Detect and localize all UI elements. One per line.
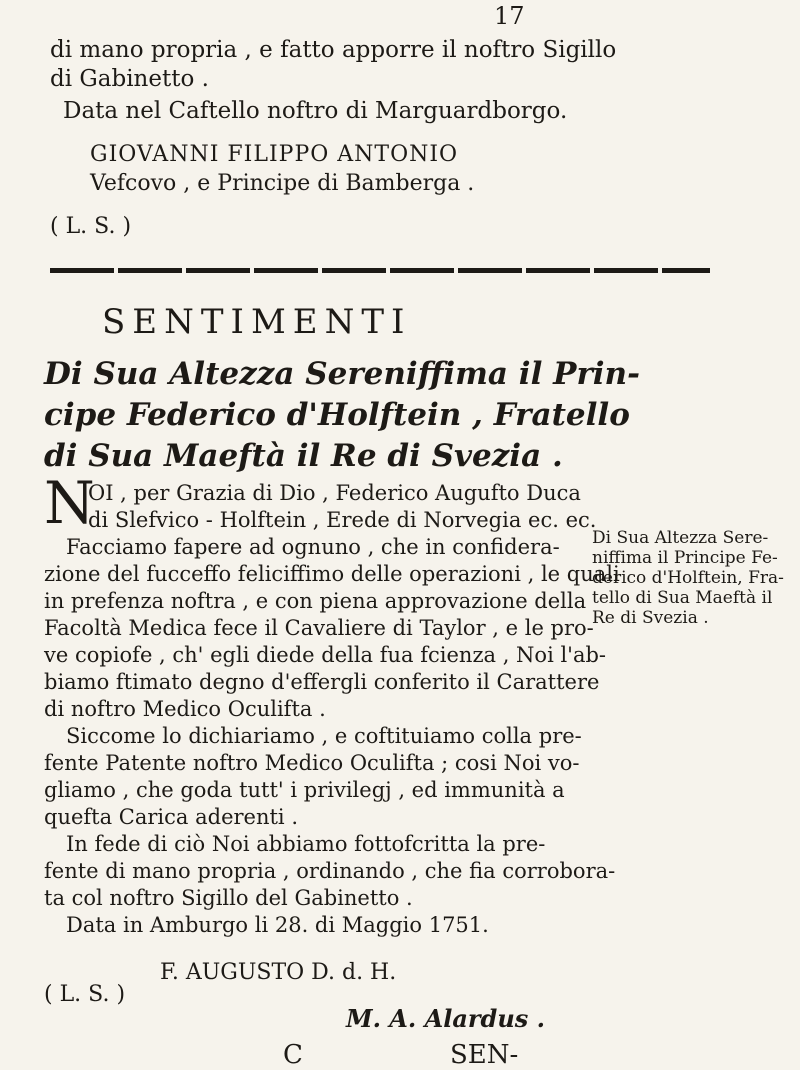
signature-alardus: M. A. Alardus . xyxy=(346,1004,545,1033)
margin-note-line: tello di Sua Maeftà il xyxy=(592,588,773,608)
drop-cap: N xyxy=(44,469,95,537)
margin-note-line: niffima il Principe Fe- xyxy=(592,548,778,568)
paragraph-line: ta col noftro Sigillo del Gabinetto . xyxy=(44,886,413,910)
continuation-line-3: Data nel Caftello noftro di Marguardborgo. xyxy=(63,98,568,124)
subtitle-line-2: cipe Federico d'Holftein , Fratello xyxy=(44,397,630,433)
paragraph-line: di Slefvico - Holftein , Erede di Norvegia ec. ec. xyxy=(88,508,597,532)
section-subtitle xyxy=(44,354,640,477)
seal-mark-1: ( L. S. ) xyxy=(50,214,132,239)
paragraph-line: di noftro Medico Oculifta . xyxy=(44,697,326,721)
paragraph-line: zione del fucceffo feliciffimo delle operazioni , le quali xyxy=(44,562,620,586)
margin-note-line: Di Sua Altezza Sere- xyxy=(592,528,769,548)
paragraph-line: OI , per Grazia di Dio , Federico Augufto Duca xyxy=(88,481,581,505)
signature-mark: C xyxy=(283,1040,303,1070)
page-number: 17 xyxy=(494,2,525,30)
section-heading: SENTIMENTI xyxy=(102,302,412,342)
paragraph-line: fente di mano propria , ordinando , che fia corrobora- xyxy=(44,859,616,883)
paragraph-line: ve copiofe , ch' egli diede della fua fcienza , Noi l'ab- xyxy=(44,643,607,667)
subtitle-line-1: Di Sua Altezza Sereniffima il Prin- xyxy=(44,356,640,392)
signatory-title: Vefcovo , e Principe di Bamberga . xyxy=(90,171,475,196)
margin-note-line: derico d'Holftein, Fra- xyxy=(592,568,784,588)
paragraph-line: Facoltà Medica fece il Cavaliere di Taylor , e le pro- xyxy=(44,616,594,640)
margin-note xyxy=(592,528,792,628)
signatory-name: GIOVANNI FILIPPO ANTONIO xyxy=(90,142,459,167)
paragraph-line: gliamo , che goda tutt' i privilegj , ed immunità a xyxy=(44,778,565,802)
margin-note-line: Re di Svezia . xyxy=(592,608,709,628)
paragraph-line: biamo ftimato degno d'effergli conferito il Carattere xyxy=(44,670,600,694)
continuation-line-2: di Gabinetto . xyxy=(50,66,209,92)
signature-f-augusto: F. AUGUSTO D. d. H. xyxy=(160,960,397,985)
catchword: SEN- xyxy=(450,1040,519,1070)
body-paragraph xyxy=(44,480,620,939)
paragraph-line: fente Patente noftro Medico Oculifta ; cosi Noi vo- xyxy=(44,751,580,775)
continuation-line-1: di mano propria , e fatto apporre il noftro Sigillo xyxy=(50,37,617,63)
ornamental-rule xyxy=(50,268,710,273)
paragraph-line: quefta Carica aderenti . xyxy=(44,805,298,829)
paragraph-line: Data in Amburgo li 28. di Maggio 1751. xyxy=(66,913,489,937)
seal-mark-2: ( L. S. ) xyxy=(44,982,126,1007)
paragraph-line: in prefenza noftra , e con piena approvazione della xyxy=(44,589,587,613)
paragraph-line: In fede di ciò Noi abbiamo fottofcritta la pre- xyxy=(66,832,546,856)
paragraph-line: Facciamo fapere ad ognuno , che in confidera- xyxy=(66,535,560,559)
paragraph-line: Siccome lo dichiariamo , e coftituiamo colla pre- xyxy=(66,724,582,748)
subtitle-line-3: di Sua Maeftà il Re di Svezia . xyxy=(44,438,563,474)
